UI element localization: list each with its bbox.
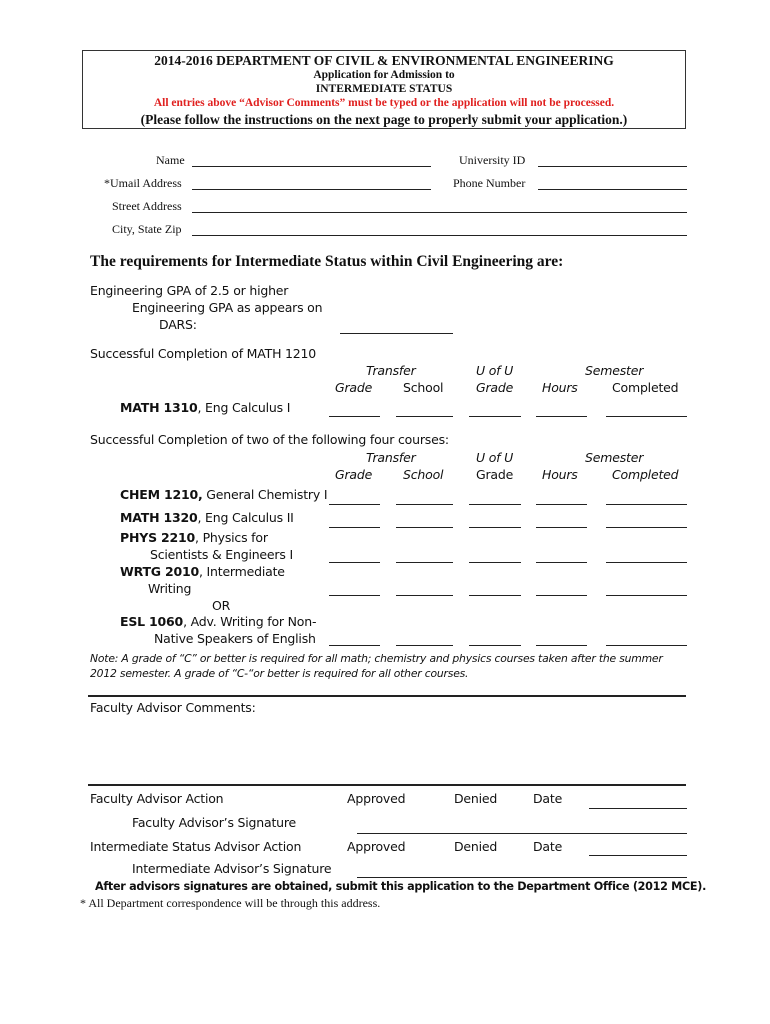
course-math1320: MATH 1320, Eng Calculus II xyxy=(120,510,294,525)
math1320-transfer-school[interactable] xyxy=(396,514,453,528)
chem1210-transfer-grade[interactable] xyxy=(329,491,380,505)
chem1210-semester[interactable] xyxy=(606,491,687,505)
math1320-uofu-grade[interactable] xyxy=(469,514,521,528)
math1210-heading: Successful Completion of MATH 1210 xyxy=(90,346,317,361)
faculty-date-field[interactable] xyxy=(589,795,687,809)
university-id-label: University ID xyxy=(459,153,526,167)
gpa-dars-label-2: DARS: xyxy=(159,317,197,332)
intermediate-signature-label: Intermediate Advisor’s Signature xyxy=(132,861,332,876)
math1310-semester[interactable] xyxy=(606,403,687,417)
wrtg2010-transfer-school[interactable] xyxy=(396,582,453,596)
math1310-uofu-grade[interactable] xyxy=(469,403,521,417)
advisor-comments-area[interactable] xyxy=(88,716,686,784)
col2-completed: Completed xyxy=(612,467,679,482)
submit-note: After advisors signatures are obtained, submit this application to the Department Office (2012 MCE). xyxy=(95,880,707,893)
intermediate-action-label: Intermediate Status Advisor Action xyxy=(90,839,302,854)
form-subtitle: Application for Admission to xyxy=(313,69,455,81)
col2-grade: Grade xyxy=(335,467,373,482)
wrtg2010-hours[interactable] xyxy=(536,582,587,596)
intermediate-signature-field[interactable] xyxy=(357,864,687,878)
phys2210-transfer-school[interactable] xyxy=(396,549,453,563)
course-wrtg2010-cont: Writing xyxy=(148,581,192,596)
grade-note-line2: 2012 semester. A grade of “C-“or better is required for all other courses. xyxy=(90,667,469,680)
col-transfer: Transfer xyxy=(366,363,416,378)
comments-bottom-divider xyxy=(88,784,686,786)
university-id-field[interactable] xyxy=(538,153,687,167)
wrtg2010-transfer-grade[interactable] xyxy=(329,582,380,596)
col-completed: Completed xyxy=(612,380,679,395)
phys2210-uofu-grade[interactable] xyxy=(469,549,521,563)
faculty-action-label: Faculty Advisor Action xyxy=(90,791,224,806)
course-esl1060-cont: Native Speakers of English xyxy=(154,631,316,646)
col2-transfer: Transfer xyxy=(366,450,416,465)
typed-warning: All entries above “Advisor Comments” must be typed or the application will not be processed. xyxy=(153,97,615,109)
col2-semester: Semester xyxy=(585,450,644,465)
col-u-grade: Grade xyxy=(476,380,514,395)
chem1210-hours[interactable] xyxy=(536,491,587,505)
four-courses-heading: Successful Completion of two of the following four courses: xyxy=(90,432,449,447)
math1310-label: MATH 1310, Eng Calculus I xyxy=(120,400,291,415)
phys2210-hours[interactable] xyxy=(536,549,587,563)
name-label: Name xyxy=(156,153,185,167)
advisor-section-divider xyxy=(88,695,686,697)
esl1060-transfer-school[interactable] xyxy=(396,632,453,646)
submit-instructions: (Please follow the instructions on the next page to properly submit your application.) xyxy=(140,112,628,127)
esl1060-semester[interactable] xyxy=(606,632,687,646)
math1310-transfer-school[interactable] xyxy=(396,403,453,417)
course-esl1060: ESL 1060, Adv. Writing for Non- xyxy=(120,614,317,629)
faculty-signature-label: Faculty Advisor’s Signature xyxy=(132,815,297,830)
math1320-transfer-grade[interactable] xyxy=(329,514,380,528)
esl1060-transfer-grade[interactable] xyxy=(329,632,380,646)
wrtg2010-uofu-grade[interactable] xyxy=(469,582,521,596)
phys2210-semester[interactable] xyxy=(606,549,687,563)
email-label: *Umail Address xyxy=(104,176,182,190)
col-grade: Grade xyxy=(335,380,373,395)
math1320-hours[interactable] xyxy=(536,514,587,528)
esl1060-uofu-grade[interactable] xyxy=(469,632,521,646)
intermediate-approved-option[interactable]: Approved xyxy=(347,839,406,854)
col-semester: Semester xyxy=(585,363,644,378)
gpa-dars-label: Engineering GPA as appears on xyxy=(132,300,323,315)
faculty-date-label: Date xyxy=(533,791,563,806)
chem1210-uofu-grade[interactable] xyxy=(469,491,521,505)
correspondence-note: * All Department correspondence will be through this address. xyxy=(80,896,381,910)
esl1060-hours[interactable] xyxy=(536,632,587,646)
col-u-of-u: U of U xyxy=(476,363,514,378)
form-status: INTERMEDIATE STATUS xyxy=(315,83,453,95)
faculty-signature-field[interactable] xyxy=(357,820,687,834)
email-field[interactable] xyxy=(192,176,431,190)
col-school: School xyxy=(403,380,444,395)
chem1210-transfer-school[interactable] xyxy=(396,491,453,505)
name-field[interactable] xyxy=(192,153,431,167)
phone-label: Phone Number xyxy=(453,176,526,190)
requirements-heading: The requirements for Intermediate Status within Civil Engineering are: xyxy=(90,253,564,270)
city-field[interactable] xyxy=(192,222,687,236)
phys2210-transfer-grade[interactable] xyxy=(329,549,380,563)
math1310-transfer-grade[interactable] xyxy=(329,403,380,417)
course-phys2210-cont: Scientists & Engineers I xyxy=(150,547,293,562)
intermediate-denied-option[interactable]: Denied xyxy=(454,839,498,854)
course-wrtg2010: WRTG 2010, Intermediate xyxy=(120,564,285,579)
intermediate-date-label: Date xyxy=(533,839,563,854)
col2-u-grade: Grade xyxy=(476,467,514,482)
form-title: 2014-2016 DEPARTMENT OF CIVIL & ENVIRONMENTAL ENGINEERING xyxy=(154,53,614,68)
intermediate-date-field[interactable] xyxy=(589,842,687,856)
gpa-field[interactable] xyxy=(340,320,453,334)
math1310-hours[interactable] xyxy=(536,403,587,417)
wrtg2010-semester[interactable] xyxy=(606,582,687,596)
phone-field[interactable] xyxy=(538,176,687,190)
street-field[interactable] xyxy=(192,199,687,213)
course-phys2210: PHYS 2210, Physics for xyxy=(120,530,268,545)
gpa-requirement: Engineering GPA of 2.5 or higher xyxy=(90,283,289,298)
col2-school: School xyxy=(403,467,444,482)
col2-u-of-u: U of U xyxy=(476,450,514,465)
col2-hours: Hours xyxy=(542,467,578,482)
col-hours: Hours xyxy=(542,380,578,395)
street-label: Street Address xyxy=(112,199,182,213)
grade-note-line1: Note: A grade of “C” or better is required for all math; chemistry and physics courses taken after the summer xyxy=(90,652,663,665)
math1320-semester[interactable] xyxy=(606,514,687,528)
faculty-denied-option[interactable]: Denied xyxy=(454,791,498,806)
faculty-approved-option[interactable]: Approved xyxy=(347,791,406,806)
advisor-comments-label: Faculty Advisor Comments: xyxy=(90,700,256,715)
city-label: City, State Zip xyxy=(112,222,182,236)
or-label: OR xyxy=(212,598,231,613)
course-chem1210: CHEM 1210, General Chemistry I xyxy=(120,487,328,502)
